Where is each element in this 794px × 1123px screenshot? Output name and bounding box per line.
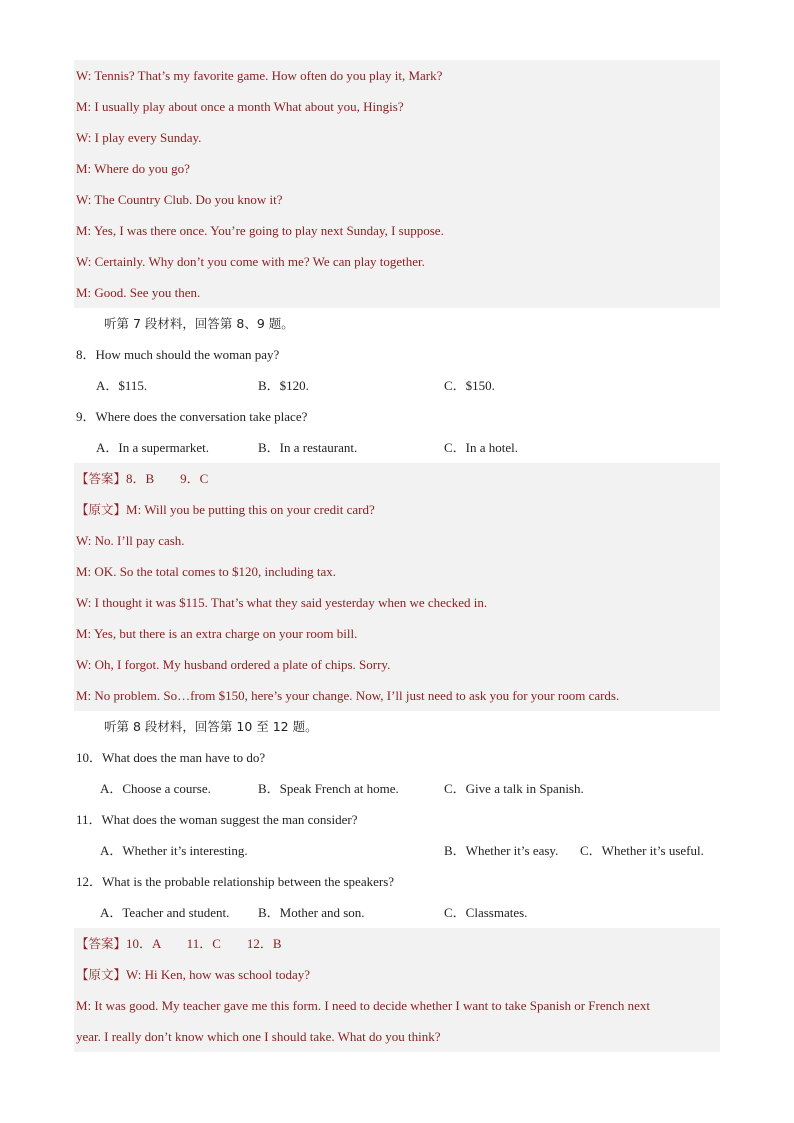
dialogue-line: W: Tennis? That’s my favorite game. How often do you play it, Mark?: [74, 60, 720, 91]
option-b: B．Speak French at home.: [258, 781, 399, 796]
option-b: B．Mother and son.: [258, 905, 365, 920]
dialogue-line: M: Yes, but there is an extra charge on your room bill.: [74, 618, 720, 649]
option-a: A．Teacher and student.: [100, 905, 230, 920]
option-c: C．Whether it’s useful.: [580, 843, 704, 858]
option-c: C．In a hotel.: [444, 440, 519, 455]
dialogue-line: M: No problem. So…from $150, here’s your change. Now, I’ll just need to ask you for your room cards.: [74, 680, 720, 711]
option-a: A．Choose a course.: [100, 781, 211, 796]
question-12-options: [74, 897, 720, 928]
option-c: C．Classmates.: [444, 905, 528, 920]
question-9: 9．Where does the conversation take place?: [76, 409, 308, 424]
section-heading: 听第 8 段材料，回答第 10 至 12 题。: [104, 719, 318, 734]
dialogue-line: M: It was good. My teacher gave me this form. I need to decide whether I want to take Spanish or French next: [74, 990, 720, 1021]
answer-tag: 【答案】: [76, 936, 127, 951]
answer-line: [74, 928, 720, 959]
option-a: A．In a supermarket.: [96, 440, 209, 455]
question-11-options: [74, 835, 720, 866]
dialogue-line: M: Yes, I was there once. You’re going to play next Sunday, I suppose.: [74, 215, 720, 246]
answer-tag: 【答案】: [76, 471, 127, 486]
original-line: [74, 959, 720, 990]
option-c: C．$150.: [444, 378, 495, 393]
option-c: C．Give a talk in Spanish.: [444, 781, 584, 796]
dialogue-line: M: Good. See you then.: [74, 277, 720, 308]
question-9-options: [74, 432, 720, 463]
section-heading: 听第 7 段材料，回答第 8、9 题。: [104, 316, 294, 331]
option-b: B．$120.: [258, 378, 309, 393]
original-tag: 【原文】: [76, 967, 127, 982]
dialogue-line: W: No. I’ll pay cash.: [74, 525, 720, 556]
original-tag: 【原文】: [76, 502, 127, 517]
question-11: 11．What does the woman suggest the man consider?: [76, 812, 358, 827]
original-text: W: Hi Ken, how was school today?: [126, 967, 311, 982]
answer-text: 8．B 9．C: [126, 471, 209, 486]
dialogue-line: M: OK. So the total comes to $120, including tax.: [74, 556, 720, 587]
dialogue-line: M: Where do you go?: [74, 153, 720, 184]
dialogue-line: W: I play every Sunday.: [74, 122, 720, 153]
dialogue-line: M: I usually play about once a month What about you, Hingis?: [74, 91, 720, 122]
answer-text: 10．A 11．C 12．B: [126, 936, 282, 951]
dialogue-line: W: Oh, I forgot. My husband ordered a plate of chips. Sorry.: [74, 649, 720, 680]
question-8-options: [74, 370, 720, 401]
dialogue-line: year. I really don’t know which one I should take. What do you think?: [74, 1021, 720, 1052]
option-b: B．In a restaurant.: [258, 440, 358, 455]
answer-line: [74, 463, 720, 494]
dialogue-line: W: Certainly. Why don’t you come with me? We can play together.: [74, 246, 720, 277]
question-8: 8．How much should the woman pay?: [76, 347, 280, 362]
original-text: M: Will you be putting this on your credit card?: [126, 502, 375, 517]
question-10: 10．What does the man have to do?: [76, 750, 266, 765]
option-a: A．$115.: [96, 378, 148, 393]
document-page: [74, 60, 720, 1052]
dialogue-line: W: The Country Club. Do you know it?: [74, 184, 720, 215]
original-line: [74, 494, 720, 525]
question-10-options: [74, 773, 720, 804]
option-a: A．Whether it’s interesting.: [100, 843, 248, 858]
option-b: B．Whether it’s easy.: [444, 843, 559, 858]
question-12: 12．What is the probable relationship between the speakers?: [76, 874, 395, 889]
dialogue-line: W: I thought it was $115. That’s what they said yesterday when we checked in.: [74, 587, 720, 618]
